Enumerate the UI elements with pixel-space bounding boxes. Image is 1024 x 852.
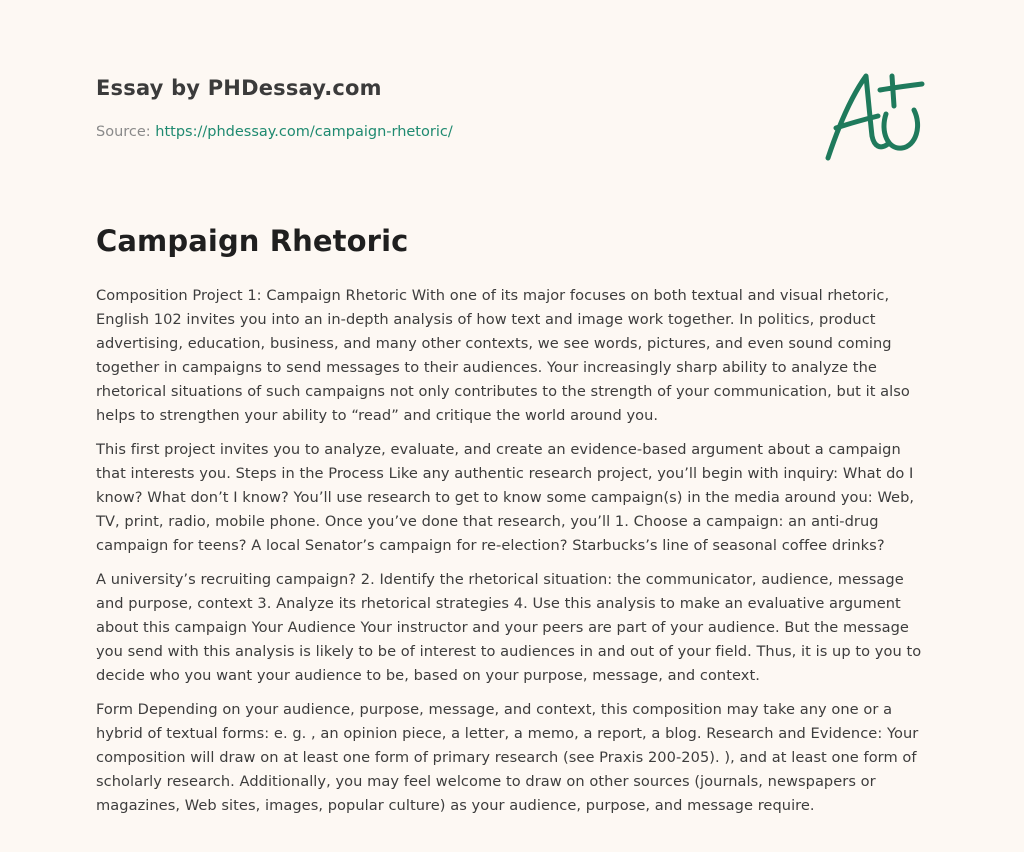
essay-title: Campaign Rhetoric xyxy=(96,224,409,258)
essay-paragraph: Form Depending on your audience, purpose, message, and context, this composition may take any one or a hybrid of textual forms: e. g. , an opinion piece, a letter, a memo, a report, a blog. Research and Evidence: Your composition will draw on at least one form of primary research (see Praxis 200-205). ), and at least one form of scholarly research. Additionally, you may feel welcome to draw on other sources (journals, newspapers or magazines, Web sites, images, popular culture) as your audience, purpose, and message require. xyxy=(96,701,919,814)
site-brand: Essay by PHDessay.com xyxy=(96,76,382,100)
a-plus-grade-icon xyxy=(822,66,928,166)
essay-body xyxy=(96,284,930,828)
source-label: Source: xyxy=(96,124,156,140)
source-line xyxy=(96,124,453,140)
source-link[interactable]: https://phdessay.com/campaign-rhetoric/ xyxy=(155,124,453,140)
essay-paragraph: Composition Project 1: Campaign Rhetoric With one of its major focuses on both textual and visual rhetoric, English 102 invites you into an in-depth analysis of how text and image work together. In politics, product advertising, education, business, and many other contexts, we see words, pictures, and even sound coming together in campaigns to send messages to their audiences. Your increasingly sharp ability to analyze the rhetorical situations of such campaigns not only contributes to the strength of your communication, but it also helps to strengthen your ability to “read” and critique the world around you. xyxy=(96,287,910,424)
essay-paragraph: This first project invites you to analyze, evaluate, and create an evidence-based argument about a campaign that interests you. Steps in the Process Like any authentic research project, you’ll begin with inquiry: What do I know? What don’t I know? You’ll use research to get to know some campaign(s) in the media around you: Web, TV, print, radio, mobile phone. Once you’ve done that research, you’ll 1. Choose a campaign: an anti-drug campaign for teens? A local Senator’s campaign for re-election? Starbucks’s line of seasonal coffee drinks? xyxy=(96,441,915,554)
essay-paragraph: A university’s recruiting campaign? 2. Identify the rhetorical situation: the communicator, audience, message and purpose, context 3. Analyze its rhetorical strategies 4. Use this analysis to make an evaluative argument about this campaign Your Audience Your instructor and your peers are part of your audience. But the message you send with this analysis is likely to be of interest to audiences in and out of your field. Thus, it is up to you to decide who you want your audience to be, based on your purpose, message, and context. xyxy=(96,571,922,684)
